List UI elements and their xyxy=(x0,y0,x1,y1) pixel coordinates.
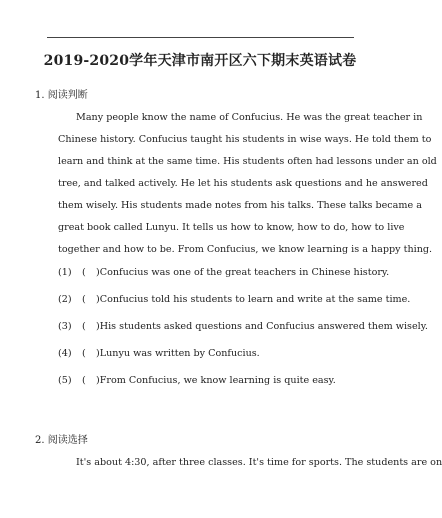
document-title: 2019-2020学年天津市南开区六下期末英语试卷 xyxy=(43,53,357,69)
passage-line: together and how to be. From Confucius, we know learning is a happy thing. xyxy=(58,244,433,255)
passage-line: learn and think at the same time. His students often had lessons under an old xyxy=(58,156,437,167)
answer-paren: ( xyxy=(82,294,86,305)
passage-line: Many people know the name of Confucius. He was the great teacher in xyxy=(76,112,423,123)
passage-line: It's about 4:30, after three classes. It's time for sports. The students are on xyxy=(76,457,442,468)
passage-line: tree, and talked actively. He let his students ask questions and he answered xyxy=(58,178,428,189)
question-text: )Lunyu was written by Confucius. xyxy=(96,348,260,359)
answer-paren: ( xyxy=(82,267,86,278)
answer-paren: ( xyxy=(82,321,86,332)
passage-line: great book called Lunyu. It tells us how to know, how to do, how to live xyxy=(58,222,405,233)
header-rule xyxy=(47,37,354,38)
question-number: (3) xyxy=(58,321,72,332)
question-number: (1) xyxy=(58,267,72,278)
answer-paren: ( xyxy=(82,348,86,359)
passage-line: them wisely. His students made notes from his talks. These talks became a xyxy=(58,200,422,211)
question-number: (4) xyxy=(58,348,72,359)
question-text: )His students asked questions and Confucius answered them wisely. xyxy=(96,321,428,332)
question-text: )Confucius told his students to learn and write at the same time. xyxy=(96,294,411,305)
question-item xyxy=(58,348,378,359)
question-number: (2) xyxy=(58,294,72,305)
answer-paren: ( xyxy=(82,375,86,386)
question-item xyxy=(58,321,428,332)
question-number: (5) xyxy=(58,375,72,386)
section-2-passage xyxy=(58,452,442,474)
question-text: )Confucius was one of the great teachers in Chinese history. xyxy=(96,267,390,278)
section-1-passage xyxy=(58,107,437,261)
question-item xyxy=(58,375,378,386)
section-2-heading: 2. 阅读选择 xyxy=(35,435,88,446)
question-text: )From Confucius, we know learning is quite easy. xyxy=(96,375,336,386)
question-item xyxy=(58,267,390,278)
passage-line: Chinese history. Confucius taught his students in wise ways. He told them to xyxy=(58,134,432,145)
question-item xyxy=(58,294,411,305)
section-1-heading: 1. 阅读判断 xyxy=(35,90,88,101)
